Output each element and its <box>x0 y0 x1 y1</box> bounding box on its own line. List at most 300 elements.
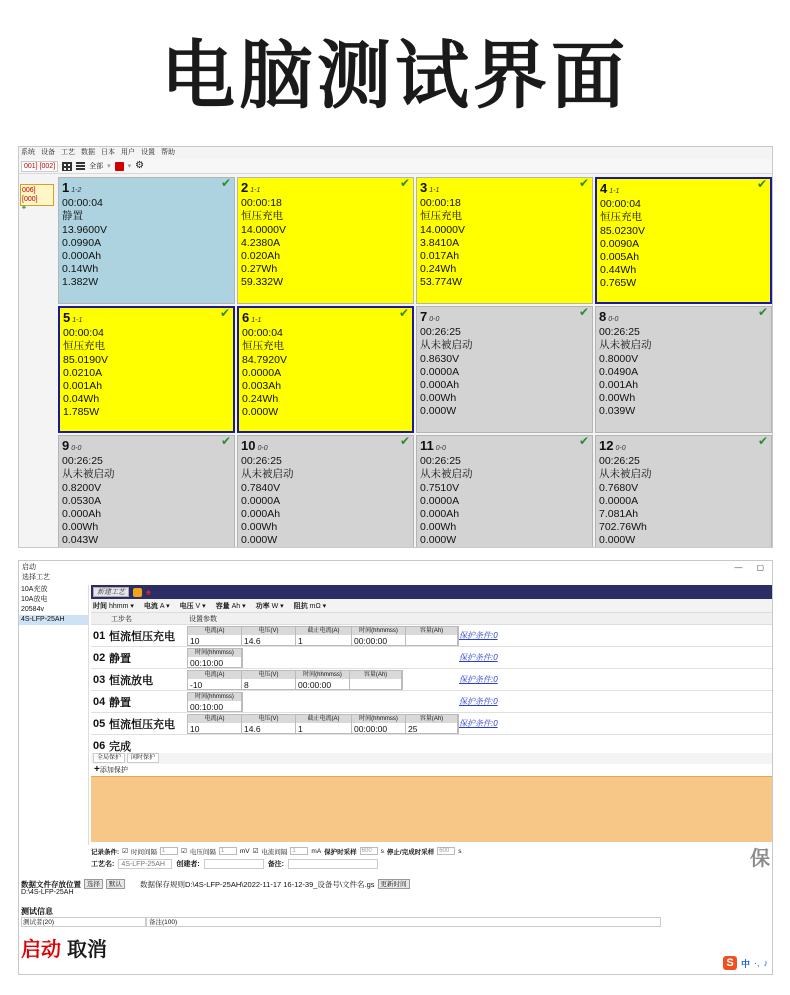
param-field[interactable] <box>188 649 242 667</box>
channel-step: 0-0 <box>429 316 440 323</box>
menu-bar <box>19 147 772 159</box>
save-process-button[interactable]: 保 <box>750 848 770 870</box>
channel-energy: 0.24Wh <box>420 263 457 276</box>
menu-process[interactable]: 工艺 <box>61 149 75 156</box>
test-info-row <box>21 916 761 927</box>
microphone-icon[interactable]: ♪ <box>763 958 768 968</box>
param-value[interactable]: 14.6 <box>244 723 261 734</box>
note-label: 备注: <box>267 861 285 868</box>
channel-cell[interactable] <box>237 306 414 433</box>
time-interval-check[interactable]: ☑ <box>122 848 128 855</box>
dialog-actions <box>21 933 107 962</box>
step-name: 恒流恒压充电 <box>109 718 175 731</box>
channel-number: 7 <box>420 309 428 324</box>
channel-time: 00:00:04 <box>600 198 641 211</box>
channel-power: 0.000W <box>599 534 636 547</box>
protection-condition-link[interactable]: 保护条件:0 <box>459 653 498 662</box>
default-location-button[interactable]: 默认 <box>106 879 125 889</box>
step-number: 06 <box>93 739 106 752</box>
unit-value: A <box>159 602 165 610</box>
protection-condition-link[interactable]: 保护条件:0 <box>459 719 498 728</box>
param-field[interactable] <box>242 715 296 733</box>
step-name: 静置 <box>109 652 131 665</box>
menu-user[interactable]: 用户 <box>121 149 135 156</box>
channel-cell[interactable] <box>416 435 593 548</box>
param-header: 截止电流(A) <box>296 627 351 635</box>
channel-power: 1.785W <box>63 406 100 419</box>
channel-current: 4.2380A <box>241 236 281 249</box>
unit-key: 阻抗 <box>293 602 308 610</box>
step-params <box>187 670 403 690</box>
channel-cell[interactable] <box>58 435 235 548</box>
channel-step: 1-1 <box>429 187 440 194</box>
channel-power: 0.000W <box>241 534 278 547</box>
process-select-label: 选择工艺 <box>22 574 50 581</box>
unit-row <box>91 599 773 613</box>
channel-status: 恒压充电 <box>420 210 462 223</box>
check-icon: ✔ <box>578 177 589 190</box>
step-number: 03 <box>93 673 106 686</box>
channel-voltage: 0.8000V <box>599 352 639 365</box>
test-note-input[interactable]: 备注(100) <box>146 917 661 927</box>
step-params <box>187 714 459 734</box>
channel-energy: 0.00Wh <box>599 392 636 405</box>
process-item[interactable]: 20584v <box>21 606 44 613</box>
step-name: 恒流放电 <box>109 674 153 687</box>
channel-step: 1-1 <box>251 317 262 324</box>
channel-time: 00:00:18 <box>241 197 282 210</box>
param-value[interactable]: 00:10:00 <box>190 657 224 668</box>
param-header: 截止电流(A) <box>296 715 351 723</box>
channel-number: 10 <box>241 438 256 453</box>
ime-punctuation-icon[interactable]: ·, <box>754 958 760 968</box>
param-field[interactable] <box>352 715 406 733</box>
channel-status: 恒压充电 <box>63 340 105 353</box>
channel-current: 0.0990A <box>62 236 102 249</box>
time-interval-label: 时间间隔 <box>131 848 157 856</box>
protection-list-area <box>91 776 773 842</box>
save-icon[interactable] <box>133 588 142 597</box>
channel-energy: 0.14Wh <box>62 263 99 276</box>
dropdown-caret-icon: ▾ <box>127 163 132 170</box>
grid-view-icon[interactable] <box>62 162 72 171</box>
tab-idle-protection[interactable]: 闲时保护 <box>127 753 159 763</box>
channel-step: 0-0 <box>435 445 446 452</box>
check-icon: ✔ <box>220 435 231 448</box>
channel-number: 4 <box>600 181 608 196</box>
channel-cell[interactable] <box>595 306 772 433</box>
menu-data[interactable]: 数据 <box>81 149 95 156</box>
channel-step: 1-1 <box>250 187 261 194</box>
channel-voltage: 85.0190V <box>63 353 108 366</box>
channel-number: 6 <box>242 310 250 325</box>
toolbar <box>19 159 772 174</box>
param-field[interactable] <box>352 627 406 645</box>
unit-selector[interactable]: 功率 W ▾ <box>255 602 284 610</box>
protection-panel <box>91 753 773 842</box>
curr-interval-label: 电流间隔 <box>261 848 288 856</box>
tab-global-protection[interactable]: 全局保护 <box>93 753 125 763</box>
channel-voltage: 0.8630V <box>420 352 460 365</box>
step-params <box>187 626 459 646</box>
update-time-button[interactable]: 更新时间 <box>378 879 410 889</box>
banner-title: 电脑测试界面 <box>161 33 629 119</box>
protection-condition-link[interactable]: 保护条件:0 <box>459 675 498 684</box>
channel-power: 59.332W <box>241 276 284 289</box>
menu-system[interactable]: 系统 <box>21 149 35 156</box>
channel-current: 0.0000A <box>420 494 460 507</box>
channel-cell[interactable] <box>416 177 593 304</box>
channel-energy: 0.00Wh <box>241 521 278 534</box>
param-value[interactable]: 14.6 <box>244 635 261 646</box>
unit-value: hhmm <box>108 602 129 610</box>
channel-capacity: 0.001Ah <box>63 380 103 393</box>
param-value[interactable]: 25 <box>408 723 418 734</box>
param-field[interactable] <box>188 627 242 645</box>
curr-interval-check[interactable]: ☑ <box>252 848 259 855</box>
channel-number: 8 <box>599 309 607 324</box>
param-field[interactable] <box>296 671 350 689</box>
check-icon: ✔ <box>219 306 230 320</box>
unit-value: W <box>271 602 279 610</box>
channel-power: 53.774W <box>420 276 463 289</box>
channel-capacity: 0.001Ah <box>599 379 639 392</box>
channel-energy: 0.00Wh <box>420 392 457 405</box>
channel-cell[interactable] <box>595 435 772 548</box>
unit-value: Ah <box>231 602 241 610</box>
channel-power: 0.765W <box>600 277 637 290</box>
param-header: 时间(hhmmss) <box>188 693 241 701</box>
param-value[interactable]: 00:00:00 <box>354 635 388 646</box>
param-value[interactable]: 00:10:00 <box>190 701 224 712</box>
volt-interval-input[interactable]: 1 <box>219 847 237 855</box>
check-icon: ✔ <box>220 177 231 190</box>
channel-current: 0.0090A <box>600 237 640 250</box>
device-id-tab[interactable]: 001] [002] <box>21 161 58 172</box>
param-value[interactable]: 00:00:00 <box>354 723 388 734</box>
channel-status: 从未被启动 <box>599 339 652 352</box>
banner <box>0 0 790 140</box>
minimize-icon[interactable]: — <box>734 562 743 572</box>
protect-sample-input[interactable]: 600 <box>360 847 378 855</box>
unit-key: 时间 <box>93 602 107 610</box>
param-field[interactable] <box>242 671 296 689</box>
channel-time: 00:26:25 <box>599 455 640 468</box>
step-row[interactable] <box>91 713 773 735</box>
stop-sample-label: 停止/完成时采样 <box>386 848 435 856</box>
param-header: 时间(hhmmss) <box>188 649 241 657</box>
stop-sample-input[interactable]: 600 <box>437 847 455 855</box>
param-header: 电流(A) <box>188 627 241 635</box>
save-rule-text: 数据保存规则D:\4S-LFP-25AH\2022-11-17 16-12-39_设备号\文件名.gs <box>140 879 375 889</box>
start-button[interactable]: 启动 <box>21 939 61 961</box>
menu-device[interactable]: 设备 <box>41 149 55 156</box>
check-icon: ✔ <box>398 306 409 320</box>
param-header: 时间(hhmmss) <box>352 627 405 635</box>
unit-key: 电流 <box>143 602 158 610</box>
window-title: 启动 <box>22 564 36 571</box>
record-label: 记录条件: <box>91 848 120 856</box>
gear-icon[interactable]: ⚙ <box>135 160 145 171</box>
channel-current: 0.0000A <box>241 494 281 507</box>
channel-voltage: 84.7920V <box>242 353 287 366</box>
param-value[interactable]: 8 <box>244 679 249 690</box>
channel-step: 0-0 <box>615 445 626 452</box>
channel-capacity: 0.000Ah <box>420 508 460 521</box>
menu-log[interactable]: 日本 <box>101 149 115 156</box>
step-number: 05 <box>93 717 106 730</box>
channel-number: 3 <box>420 180 428 195</box>
channel-capacity: 0.020Ah <box>241 250 281 263</box>
channel-step: 1-2 <box>71 187 82 194</box>
unit-key: 容量 <box>215 602 230 610</box>
channel-energy: 702.76Wh <box>599 521 647 534</box>
process-name-label: 工艺名: <box>91 861 115 868</box>
channel-time: 00:26:25 <box>420 326 461 339</box>
volt-unit: mV <box>239 847 250 855</box>
dropdown-caret-icon: ▾ <box>107 163 111 170</box>
channel-power: 0.000W <box>420 534 457 547</box>
param-header: 电压(V) <box>242 671 295 679</box>
param-field[interactable] <box>350 671 402 689</box>
step-number: 04 <box>93 695 106 708</box>
param-value[interactable]: 1 <box>298 635 303 646</box>
process-item[interactable]: 10A放电 <box>21 596 48 603</box>
device-chip[interactable] <box>20 184 54 211</box>
stop-sample-unit: s <box>458 847 462 855</box>
channel-cell[interactable] <box>416 306 593 433</box>
unit-selector[interactable]: 阻抗 mΩ ▾ <box>293 602 327 610</box>
protect-sample-unit: s <box>380 847 384 855</box>
param-header: 电流(A) <box>188 671 241 679</box>
channel-time: 00:00:04 <box>63 327 104 340</box>
channel-capacity: 0.000Ah <box>241 508 281 521</box>
step-number: 02 <box>93 651 106 664</box>
check-icon: ✔ <box>578 435 589 448</box>
unit-key: 电压 <box>179 602 194 610</box>
step-name: 恒流恒压充电 <box>109 630 175 643</box>
channel-time: 00:00:18 <box>420 197 461 210</box>
channel-status: 从未被启动 <box>420 339 473 352</box>
channel-capacity: 0.000Ah <box>62 250 102 263</box>
menu-help[interactable]: 帮助 <box>161 149 175 156</box>
data-location-label: 数据文件存放位置 <box>21 879 81 889</box>
param-field[interactable] <box>188 715 242 733</box>
step-name: 静置 <box>109 696 131 709</box>
step-row[interactable] <box>91 669 773 691</box>
param-field[interactable] <box>296 715 352 733</box>
new-process-button[interactable]: 新建工艺 <box>93 587 129 597</box>
delete-icon[interactable]: ♠ <box>146 586 151 597</box>
unit-selector[interactable]: 容量 Ah ▾ <box>215 602 246 610</box>
channel-number: 12 <box>599 438 614 453</box>
channel-grid <box>58 177 773 548</box>
process-name-row <box>91 858 773 870</box>
process-item[interactable]: 10A充放 <box>21 586 48 593</box>
channel-power: 0.043W <box>62 534 99 547</box>
channel-number: 9 <box>62 438 70 453</box>
channel-current: 0.0530A <box>62 494 102 507</box>
protect-sample-label: 保护时采样 <box>324 848 357 856</box>
param-value[interactable]: -10 <box>190 679 203 690</box>
channel-voltage: 0.7840V <box>241 481 281 494</box>
channel-number: 2 <box>241 180 249 195</box>
channel-status: 恒压充电 <box>242 340 284 353</box>
step-params <box>187 692 243 712</box>
param-field[interactable] <box>406 715 458 733</box>
unit-value: V <box>195 602 201 610</box>
channel-time: 00:26:25 <box>420 455 461 468</box>
step-name: 完成 <box>109 740 131 753</box>
param-header: 电压(V) <box>242 627 295 635</box>
title-bar <box>19 561 772 573</box>
param-header: 电流(A) <box>188 715 241 723</box>
menu-settings[interactable]: 设置 <box>141 149 155 156</box>
channel-cell[interactable] <box>595 177 772 304</box>
unit-value: mΩ <box>309 602 321 610</box>
process-list <box>19 585 89 845</box>
param-field[interactable] <box>188 693 242 711</box>
channel-current: 0.0000A <box>420 365 460 378</box>
channel-voltage: 14.0000V <box>420 223 465 236</box>
add-protection-button[interactable] <box>91 764 773 776</box>
device-chip-label: 006] [000] <box>22 187 38 203</box>
check-icon: ✔ <box>399 435 410 448</box>
tester-input[interactable]: 测试者(20) <box>21 917 146 927</box>
param-header: 容量(Ah) <box>406 627 457 635</box>
channel-step: 1-1 <box>609 188 620 195</box>
unit-selector[interactable]: 时间 hhmm ▾ <box>93 602 134 610</box>
param-header: 电压(V) <box>242 715 295 723</box>
channel-time: 00:00:04 <box>242 327 283 340</box>
channel-number: 11 <box>420 438 434 453</box>
param-header: 容量(Ah) <box>350 671 401 679</box>
step-rows <box>91 625 773 757</box>
param-value[interactable]: 00:00:00 <box>298 679 332 690</box>
channel-power: 0.039W <box>599 405 636 418</box>
channel-voltage: 0.7510V <box>420 481 460 494</box>
channel-cell[interactable] <box>237 177 414 304</box>
test-info-title: 测试信息 <box>21 907 53 916</box>
param-field[interactable] <box>188 671 242 689</box>
channel-voltage: 13.9600V <box>62 223 107 236</box>
start-dialog <box>18 560 773 975</box>
channel-current: 0.0000A <box>242 366 282 379</box>
channel-current: 3.8410A <box>420 236 460 249</box>
channel-cell[interactable] <box>58 177 235 304</box>
filter-all-dropdown[interactable]: 全部 <box>89 163 104 170</box>
channel-cell[interactable] <box>58 306 235 433</box>
curr-unit: mA <box>311 847 322 855</box>
protection-condition-link[interactable]: 保护条件:0 <box>459 631 498 640</box>
param-value[interactable] <box>406 635 457 645</box>
param-field[interactable] <box>296 627 352 645</box>
plus-icon: + <box>94 764 100 775</box>
param-value[interactable]: 10 <box>190 635 200 646</box>
check-icon: ✔ <box>757 306 768 319</box>
channel-status: 恒压充电 <box>600 211 642 224</box>
protection-tabs <box>91 753 773 764</box>
step-row[interactable] <box>91 691 773 713</box>
add-protection-label: 添加保护 <box>99 767 128 774</box>
param-header: 容量(Ah) <box>406 715 457 723</box>
list-view-icon[interactable] <box>76 162 85 170</box>
choose-location-button[interactable]: 选择 <box>84 879 103 889</box>
protection-condition-link[interactable]: 保护条件:0 <box>459 697 498 706</box>
channel-status: 从未被启动 <box>62 468 115 481</box>
channel-power: 0.000W <box>242 406 279 419</box>
param-value[interactable]: 1 <box>298 723 303 734</box>
ime-logo-icon[interactable]: S <box>723 956 737 970</box>
process-item-selected[interactable]: 4S-LFP-25AH <box>19 615 88 625</box>
curr-interval-input[interactable]: 1 <box>290 847 308 855</box>
step-row[interactable] <box>91 625 773 647</box>
step-params-header: 设置参数 <box>189 615 217 623</box>
channel-capacity: 7.081Ah <box>599 508 639 521</box>
creator-input[interactable] <box>204 859 264 869</box>
ime-language-indicator[interactable]: 中 <box>740 958 750 969</box>
channel-status: 从未被启动 <box>599 468 652 481</box>
check-icon: ✔ <box>756 177 767 191</box>
channel-capacity: 0.005Ah <box>600 251 640 264</box>
step-params <box>187 648 243 668</box>
channel-step: 1-1 <box>72 317 83 324</box>
channel-energy: 0.24Wh <box>242 393 279 406</box>
maximize-icon[interactable]: ▢ <box>756 562 764 572</box>
channel-cell[interactable] <box>237 435 414 548</box>
cancel-button[interactable]: 取消 <box>67 939 107 961</box>
monitor-body <box>19 175 772 547</box>
record-conditions <box>91 845 773 857</box>
param-field[interactable] <box>406 627 458 645</box>
unit-key: 功率 <box>255 602 270 610</box>
channel-time: 00:00:04 <box>62 197 103 210</box>
channel-status: 从未被启动 <box>420 468 473 481</box>
unit-selector[interactable]: 电压 V ▾ <box>179 602 206 610</box>
param-field[interactable] <box>242 627 296 645</box>
editor-toolbar <box>91 585 773 599</box>
data-location-path: D:\4S-LFP-25AH <box>21 889 74 896</box>
stop-icon[interactable] <box>115 162 124 171</box>
step-row[interactable] <box>91 647 773 669</box>
param-header: 时间(hhmmss) <box>296 671 349 679</box>
time-interval-input[interactable]: 1 <box>160 847 178 855</box>
step-table-header <box>91 613 773 625</box>
param-value[interactable] <box>350 679 401 689</box>
channel-energy: 0.00Wh <box>62 521 99 534</box>
channel-power: 1.382W <box>62 276 99 289</box>
channel-energy: 0.27Wh <box>241 263 278 276</box>
device-sidebar <box>19 175 57 547</box>
channel-voltage: 85.0230V <box>600 224 645 237</box>
unit-selector[interactable]: 电流 A ▾ <box>143 602 170 610</box>
channel-energy: 0.04Wh <box>63 393 100 406</box>
check-icon: ✔ <box>578 306 589 319</box>
param-value[interactable]: 10 <box>190 723 200 734</box>
note-input[interactable] <box>288 859 378 869</box>
channel-voltage: 14.0000V <box>241 223 286 236</box>
param-header: 时间(hhmmss) <box>352 715 405 723</box>
channel-voltage: 0.8200V <box>62 481 102 494</box>
check-icon: ✔ <box>399 177 410 190</box>
process-name-input[interactable]: 4S-LFP-25AH <box>118 859 172 869</box>
channel-time: 00:26:25 <box>599 326 640 339</box>
window-controls <box>734 563 772 572</box>
volt-interval-check[interactable]: ☑ <box>181 848 187 855</box>
data-location-row <box>21 878 771 890</box>
channel-capacity: 0.003Ah <box>242 380 282 393</box>
channel-step: 0-0 <box>257 445 268 452</box>
